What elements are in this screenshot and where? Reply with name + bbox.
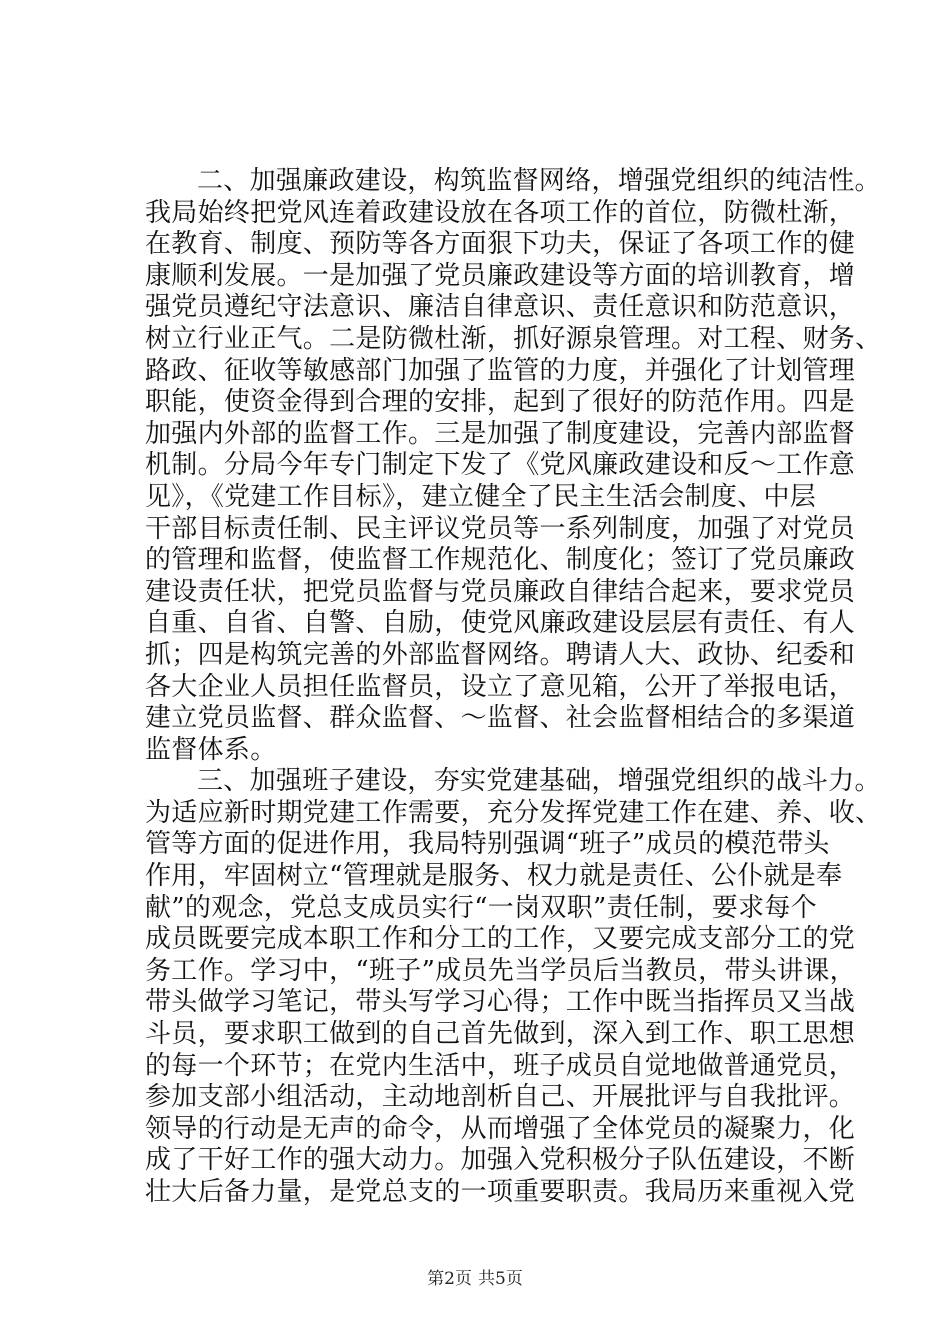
text-line: 建立党员监督、群众监督、～监督、社会监督相结合的多渠道 — [145, 703, 856, 734]
text-line: 在教育、制度、预防等各方面狠下功夫，保证了各项工作的健 — [145, 229, 856, 260]
text-line: 务工作。学习中，“班子”成员先当学员后当教员，带头讲课， — [145, 955, 856, 986]
text-line: 建设责任状，把党员监督与党员廉政自律结合起来，要求党员 — [145, 576, 856, 607]
text-line: 自重、自省、自警、自励，使党风廉政建设层层有责任、有人 — [145, 608, 856, 639]
text-line: 管等方面的促进作用，我局特别强调“班子”成员的模范带头 — [145, 829, 830, 860]
text-line: 树立行业正气。二是防微杜渐，抓好源泉管理。对工程、财务、 — [145, 323, 882, 354]
text-line: 抓；四是构筑完善的外部监督网络。聘请人大、政协、纪委和 — [145, 639, 856, 670]
text-line: 成员既要完成本职工作和分工的工作，又要完成支部分工的党 — [145, 924, 856, 955]
text-line: 路政、征收等敏感部门加强了监管的力度，并强化了计划管理 — [145, 355, 856, 386]
text-line: 参加支部小组活动，主动地剖析自己、开展批评与自我批评。 — [145, 1082, 856, 1113]
text-line: 壮大后备力量，是党总支的一项重要职责。我局历来重视入党 — [145, 1177, 856, 1207]
text-line: 带头做学习笔记，带头写学习心得；工作中既当指挥员又当战 — [145, 987, 856, 1018]
text-line: 机制。分局今年专门制定下发了《党风廉政建设和反～工作意 — [145, 450, 856, 481]
text-line: 干部目标责任制、民主评议党员等一系列制度，加强了对党员 — [145, 513, 856, 544]
text-line: 我局始终把党风连着政建设放在各项工作的首位，防微杜渐， — [145, 197, 856, 228]
paragraph-3-heading-line: 三、加强班子建设，夯实党建基础，增强党组织的战斗力。 — [197, 766, 881, 797]
text-line: 成了干好工作的强大动力。加强入党积极分子队伍建设，不断 — [145, 1145, 856, 1176]
text-line: 斗员，要求职工做到的自己首先做到，深入到工作、职工思想 — [145, 1019, 856, 1050]
text-line: 作用，牢固树立“管理就是服务、权力就是责任、公仆就是奉 — [145, 861, 843, 892]
text-line: 强党员遵纪守法意识、廉洁自律意识、责任意识和防范意识， — [145, 292, 856, 323]
text-line: 的管理和监督，使监督工作规范化、制度化；签订了党员廉政 — [145, 545, 856, 576]
text-line: 献”的观念，党总支成员实行“一岗双职”责任制，要求每个 — [145, 892, 817, 923]
text-line: 为适应新时期党建工作需要，充分发挥党建工作在建、养、收、 — [145, 797, 882, 828]
paragraph-2-heading-line: 二、加强廉政建设，构筑监督网络，增强党组织的纯洁性。 — [197, 166, 881, 196]
text-line: 见》，《党建工作目标》，建立健全了民主生活会制度、中层 — [145, 481, 817, 512]
page-total: 共5页 — [478, 1269, 523, 1289]
page-number: 第2页 — [427, 1269, 472, 1289]
text-line: 加强内外部的监督工作。三是加强了制度建设，完善内部监督 — [145, 418, 856, 449]
text-line: 领导的行动是无声的命令，从而增强了全体党员的凝聚力，化 — [145, 1113, 856, 1144]
body-text — [145, 166, 882, 1209]
text-line: 的每一个环节；在党内生活中，班子成员自觉地做普通党员， — [145, 1050, 856, 1081]
text-line: 监督体系。 — [145, 734, 277, 765]
page-footer — [0, 1268, 950, 1290]
text-line: 康顺利发展。一是加强了党员廉政建设等方面的培训教育，增 — [145, 260, 856, 291]
text-line: 职能，使资金得到合理的安排，起到了很好的防范作用。四是 — [145, 387, 856, 418]
text-line: 各大企业人员担任监督员，设立了意见箱，公开了举报电话， — [145, 671, 856, 702]
